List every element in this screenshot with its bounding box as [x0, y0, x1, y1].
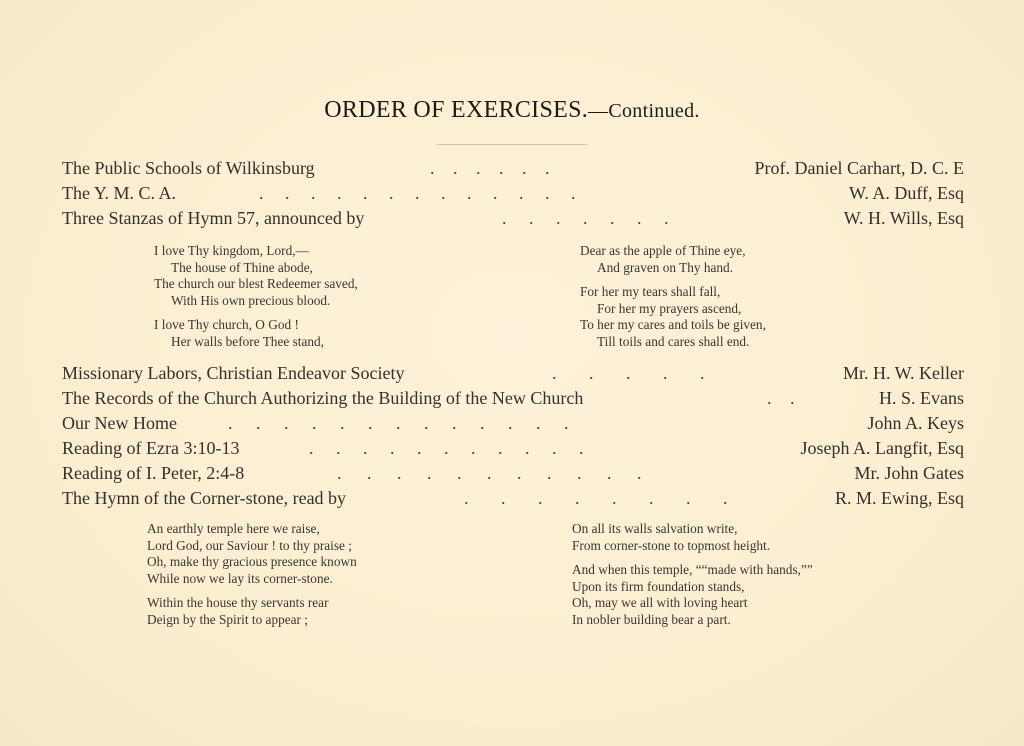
program-item-speaker: H. S. Evans [879, 388, 964, 408]
leader-dots: . . . . . . . . . . . [337, 463, 642, 483]
program-row [62, 208, 964, 232]
verse-line: For her my prayers ascend, [597, 300, 742, 316]
program-row [62, 413, 964, 437]
program-item-label: The Y. M. C. A. [62, 183, 177, 203]
verse-line: I love Thy kingdom, Lord,— [154, 243, 309, 258]
leader-dots: . . . . . . . . . . . [309, 438, 584, 458]
verse-line: In nobler building bear a part. [572, 611, 731, 627]
verse-line: With His own precious blood. [171, 292, 331, 308]
verse-line: And when this temple, ““made with hands,”” [572, 562, 813, 577]
verse-line: I love Thy church, O God ! [154, 317, 299, 332]
program-item-label: The Records of the Church Authorizing the Building of the New Church [62, 388, 584, 408]
program-item-label: The Public Schools of Wilkinsburg [62, 158, 315, 178]
hymn-57-left-column [154, 243, 358, 350]
program-item-speaker: W. A. Duff, Esq [848, 183, 964, 203]
program-item-speaker: Mr. H. W. Keller [843, 363, 964, 383]
title-main: ORDER OF EXERCISES. [324, 97, 589, 123]
leader-dots: . . . . . . . [502, 208, 669, 228]
program-item-label: Missionary Labors, Christian Endeavor Society [62, 363, 405, 383]
program-item-label: Three Stanzas of Hymn 57, announced by [62, 208, 365, 228]
program-row [62, 463, 964, 487]
program-item-speaker: W. H. Wills, Esq [843, 208, 964, 228]
program-item-label: The Hymn of the Corner-stone, read by [62, 488, 347, 508]
program-item-label: Reading of Ezra 3:10-13 [62, 438, 240, 458]
leader-dots: . . . . . . . . . . . . . [228, 413, 569, 433]
page-title [0, 97, 1024, 124]
program-row [62, 488, 964, 512]
program-item-speaker: Prof. Daniel Carhart, D. C. E [754, 158, 964, 178]
verse-line: Oh, make thy gracious presence known [147, 554, 357, 569]
program-row [62, 363, 964, 387]
program-item-label: Our New Home [62, 413, 177, 433]
program-item-label: Reading of I. Peter, 2:4-8 [62, 463, 245, 483]
program-item-speaker: Mr. John Gates [854, 463, 964, 483]
leader-dots: . . . . . . . . . . . . . [259, 183, 576, 203]
program-row [62, 158, 964, 182]
verse-line: Oh, may we all with loving heart [572, 595, 748, 610]
verse-line: Dear as the apple of Thine eye, [580, 243, 746, 258]
verse-line: And graven on Thy hand. [597, 259, 734, 275]
program-row [62, 183, 964, 207]
verse-line: Lord God, our Saviour ! to thy praise ; [147, 537, 352, 553]
verse-line: The house of Thine abode, [171, 259, 313, 275]
verse-line: Deign by the Spirit to appear ; [147, 611, 309, 627]
title-divider [437, 144, 587, 145]
leader-dots: . . . . . . [430, 158, 550, 178]
verse-line: While now we lay its corner-stone. [147, 570, 333, 586]
verse-line: An earthly temple here we raise, [147, 521, 320, 536]
cornerstone-hymn-right-column [572, 521, 813, 628]
program-item-speaker: John A. Keys [867, 413, 964, 433]
leader-dots: . . . . . [552, 363, 705, 383]
verse-line: On all its walls salvation write, [572, 521, 738, 536]
verse-line: Within the house thy servants rear [147, 595, 329, 610]
leader-dots: . . [767, 388, 795, 408]
verse-line: From corner-stone to topmost height. [572, 537, 771, 553]
verse-line: The church our blest Redeemer saved, [154, 276, 358, 291]
cornerstone-hymn-left-column [147, 521, 357, 628]
program-row [62, 388, 964, 412]
verse-line: Her walls before Thee stand, [171, 333, 324, 349]
title-continued: —Continued. [588, 100, 700, 122]
hymn-57-right-column [580, 243, 766, 350]
program-row [62, 438, 964, 462]
leader-dots: . . . . . . . . [464, 488, 728, 508]
verse-line: To her my cares and toils be given, [580, 317, 766, 332]
program-item-speaker: Joseph A. Langfit, Esq [800, 438, 964, 458]
verse-line: Till toils and cares shall end. [597, 333, 750, 349]
verse-line: Upon its firm foundation stands, [572, 578, 745, 594]
program-item-speaker: R. M. Ewing, Esq [834, 488, 964, 508]
verse-line: For her my tears shall fall, [580, 284, 721, 299]
